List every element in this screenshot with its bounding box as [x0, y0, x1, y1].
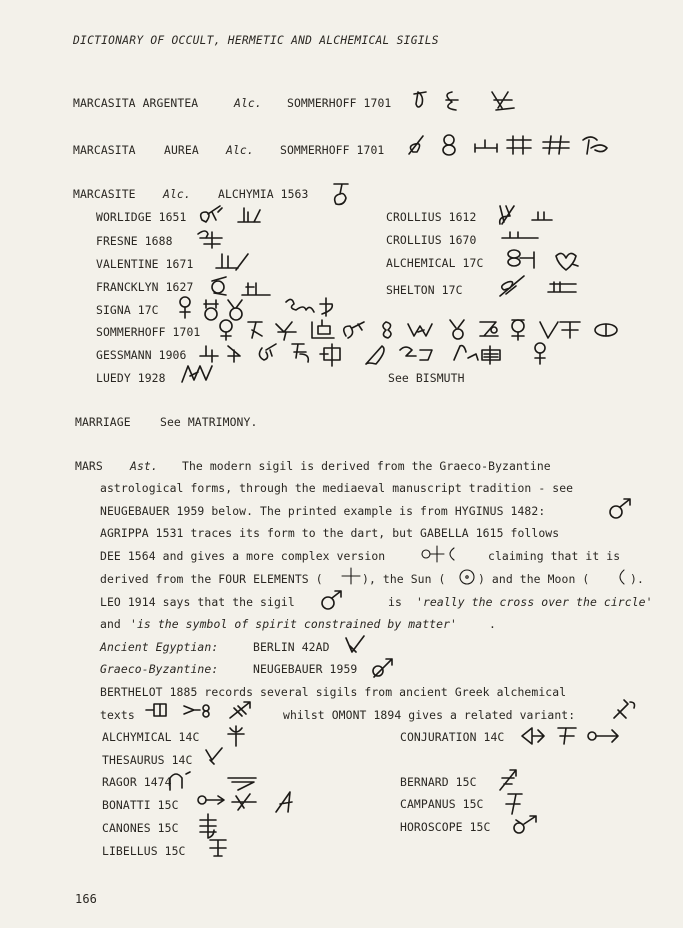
source-label: HOROSCOPE 15C [400, 820, 491, 834]
body-text: ), the Sun ( [362, 572, 446, 586]
body-text: AGRIPPA 1531 traces its form to the dart, but GABELLA 1615 follows [100, 526, 560, 540]
sigil-glyphs [496, 272, 586, 300]
entry-tag: Alc. [234, 96, 262, 110]
quote-text: 'is the symbol of spirit constrained by matter' [130, 617, 458, 631]
sigil-glyph [224, 722, 250, 748]
sigil-glyphs [412, 86, 522, 116]
entry-tag: Alc. [226, 143, 254, 157]
body-text: astrological forms, through the mediaeval manuscript tradition - see [100, 481, 574, 495]
see-reference: See MATRIMONY. [160, 415, 258, 429]
sigil-glyphs [504, 246, 584, 272]
sigil-glyph [204, 836, 234, 862]
sigil-glyph [498, 228, 548, 246]
body-text: LEO 1914 says that the sigil [100, 595, 295, 609]
source-label: LUEDY 1928 [96, 371, 166, 385]
entry-term: MARCASITE [73, 187, 136, 201]
body-text: claiming that it is [488, 549, 621, 563]
source-label: BERLIN 42AD [253, 640, 330, 654]
source-label: SOMMERHOFF 1701 [96, 325, 201, 339]
source-label: BERNARD 15C [400, 775, 477, 789]
source-label: CROLLIUS 1670 [386, 233, 477, 247]
see-reference: See BISMUTH [388, 371, 465, 385]
entry-tag: Ast. [130, 459, 158, 473]
body-text: texts [100, 708, 135, 722]
entry-term: MARCASITA [73, 143, 136, 157]
source-label: CANONES 15C [102, 821, 179, 835]
moon-symbol [614, 567, 630, 587]
source-label: WORLIDGE 1651 [96, 210, 187, 224]
entry-source: ALCHYMIA 1563 [218, 187, 309, 201]
greek-alchemical-sigils [142, 698, 262, 724]
source-label: LIBELLUS 15C [102, 844, 186, 858]
source-label: NEUGEBAUER 1959 [253, 662, 358, 676]
complex-mars-sigil [420, 542, 470, 562]
sigil-glyph [196, 226, 236, 250]
entry-source: SOMMERHOFF 1701 [287, 96, 392, 110]
source-label: THESAURUS 14C [102, 753, 193, 767]
source-label: VALENTINE 1671 [96, 257, 194, 271]
source-label: BONATTI 15C [102, 798, 179, 812]
body-text: BERTHELOT 1885 records several sigils from ancient Greek alchemical [100, 685, 567, 699]
subentry-label: Graeco-Byzantine: [100, 662, 219, 676]
source-label: CROLLIUS 1612 [386, 210, 477, 224]
sigil-glyphs [494, 202, 564, 228]
entry-term: MARS [75, 459, 103, 473]
source-label: ALCHYMICAL 14C [102, 730, 200, 744]
mars-sigil [320, 588, 346, 612]
mars-sigil [608, 496, 634, 520]
four-elements-cross [340, 566, 362, 584]
egyptian-sigil [342, 632, 368, 658]
quote-text: 'really the cross over the circle' [416, 595, 653, 609]
sigil-glyphs [198, 202, 268, 228]
body-text: is [388, 595, 402, 609]
sigil-glyph [204, 746, 228, 768]
entry-term: MARRIAGE [75, 415, 131, 429]
body-text: ). [630, 572, 644, 586]
body-text: NEUGEBAUER 1959 below. The printed example is from HYGINUS 1482: [100, 504, 546, 518]
source-label: CONJURATION 14C [400, 730, 505, 744]
sigil-glyph [328, 180, 358, 208]
sigil-glyphs [520, 722, 630, 750]
body-text: and [100, 617, 121, 631]
source-label: GESSMANN 1906 [96, 348, 187, 362]
source-label: SIGNA 17C [96, 303, 159, 317]
entry-source: SOMMERHOFF 1701 [280, 143, 385, 157]
body-text: whilst OMONT 1894 gives a related variant: [283, 708, 576, 722]
entry-term: AUREA [164, 143, 199, 157]
sigil-glyph [510, 812, 540, 838]
sigil-glyph [214, 250, 254, 274]
source-label: ALCHEMICAL 17C [386, 256, 484, 270]
body-text: derived from the FOUR ELEMENTS ( [100, 572, 323, 586]
body-text: ) and the Moon ( [478, 572, 590, 586]
entry-tag: Alc. [163, 187, 191, 201]
source-label: SHELTON 17C [386, 283, 463, 297]
byzantine-sigil [370, 655, 396, 681]
sun-symbol [458, 567, 478, 587]
running-header: DICTIONARY OF OCCULT, HERMETIC AND ALCHEMICAL SIGILS [73, 34, 439, 47]
sigil-glyph [180, 362, 220, 384]
body-text: The modern sigil is derived from the Graeco-Byzantine [182, 459, 551, 473]
sigil-glyphs [405, 130, 615, 160]
source-label: CAMPANUS 15C [400, 797, 484, 811]
sigil-glyphs [200, 340, 560, 368]
entry-term: MARCASITA ARGENTEA [73, 96, 199, 110]
omont-variant-sigil [610, 698, 640, 722]
source-label: RAGOR 1474 [102, 775, 172, 789]
subentry-label: Ancient Egyptian: [100, 640, 219, 654]
source-label: FRESNE 1688 [96, 234, 173, 248]
body-text: . [489, 617, 496, 631]
source-label: FRANCKLYN 1627 [96, 280, 194, 294]
page-number: 166 [75, 892, 97, 906]
body-text: DEE 1564 and gives a more complex version [100, 549, 386, 563]
